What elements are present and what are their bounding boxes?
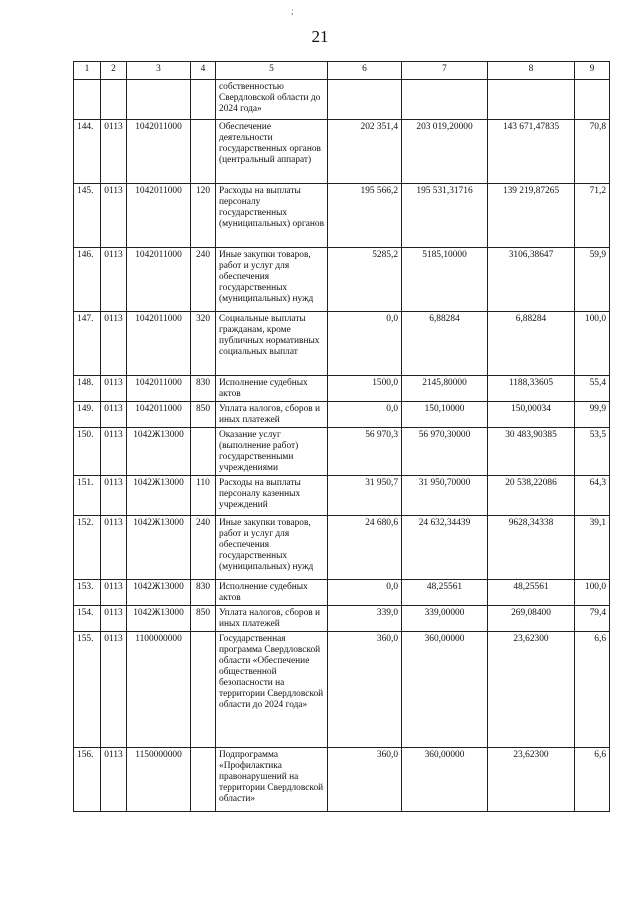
row-number: 146.: [74, 248, 101, 312]
expense-type-code: 830: [191, 580, 216, 606]
executed-amount: 23,62300: [488, 632, 575, 748]
row-number: 152.: [74, 516, 101, 580]
target-article-code: 1042Ж13000: [127, 476, 191, 516]
execution-percent: 55,4: [575, 376, 610, 402]
revised-amount: 360,00000: [402, 632, 488, 748]
row-number: 148.: [74, 376, 101, 402]
approved-amount: [328, 80, 402, 120]
execution-percent: [575, 80, 610, 120]
revised-amount: 5185,10000: [402, 248, 488, 312]
execution-percent: 64,3: [575, 476, 610, 516]
column-header: 1: [74, 62, 101, 80]
execution-percent: 53,5: [575, 428, 610, 476]
target-article-code: 1042Ж13000: [127, 428, 191, 476]
executed-amount: [488, 80, 575, 120]
expense-type-code: 850: [191, 606, 216, 632]
revised-amount: 339,00000: [402, 606, 488, 632]
target-article-code: 1042011000: [127, 376, 191, 402]
approved-amount: 0,0: [328, 312, 402, 376]
expense-name: Иные закупки товаров, работ и услуг для обеспечения государственных (муниципальных) нужд: [216, 248, 328, 312]
page-number: 21: [311, 27, 329, 46]
approved-amount: 0,0: [328, 580, 402, 606]
expense-name: Исполнение судебных актов: [216, 376, 328, 402]
expense-type-code: 240: [191, 516, 216, 580]
expense-name: Подпрограмма «Профилактика правонарушений на территории Свердловской области»: [216, 748, 328, 812]
scan-tick-mark: ;: [291, 6, 294, 16]
section-code: 0113: [101, 748, 127, 812]
executed-amount: 139 219,87265: [488, 184, 575, 248]
executed-amount: 9628,34338: [488, 516, 575, 580]
expense-name: Расходы на выплаты персоналу государственных (муниципальных) органов: [216, 184, 328, 248]
target-article-code: 1042011000: [127, 184, 191, 248]
revised-amount: [402, 80, 488, 120]
table-row: [74, 580, 610, 606]
row-number: 154.: [74, 606, 101, 632]
column-header: 9: [575, 62, 610, 80]
table-row: [74, 428, 610, 476]
execution-percent: 99,9: [575, 402, 610, 428]
approved-amount: 339,0: [328, 606, 402, 632]
row-number: 150.: [74, 428, 101, 476]
section-code: 0113: [101, 376, 127, 402]
revised-amount: 24 632,34439: [402, 516, 488, 580]
column-header: 5: [216, 62, 328, 80]
revised-amount: 31 950,70000: [402, 476, 488, 516]
executed-amount: 269,08400: [488, 606, 575, 632]
approved-amount: 360,0: [328, 632, 402, 748]
section-code: 0113: [101, 402, 127, 428]
target-article-code: 1042011000: [127, 402, 191, 428]
expense-name: Иные закупки товаров, работ и услуг для обеспечения государственных (муниципальных) нужд: [216, 516, 328, 580]
column-header: 2: [101, 62, 127, 80]
expense-type-code: [191, 748, 216, 812]
approved-amount: 31 950,7: [328, 476, 402, 516]
executed-amount: 150,00034: [488, 402, 575, 428]
executed-amount: 3106,38647: [488, 248, 575, 312]
row-number: 156.: [74, 748, 101, 812]
table-row: [74, 402, 610, 428]
row-number: 153.: [74, 580, 101, 606]
executed-amount: 1188,33605: [488, 376, 575, 402]
table-row: [74, 312, 610, 376]
expense-type-code: [191, 120, 216, 184]
approved-amount: 5285,2: [328, 248, 402, 312]
section-code: 0113: [101, 428, 127, 476]
row-number: [74, 80, 101, 120]
target-article-code: 1042Ж13000: [127, 516, 191, 580]
expense-type-code: [191, 428, 216, 476]
table-row: [74, 606, 610, 632]
section-code: 0113: [101, 312, 127, 376]
table-row: [74, 184, 610, 248]
expense-type-code: 320: [191, 312, 216, 376]
approved-amount: 360,0: [328, 748, 402, 812]
table-row: [74, 476, 610, 516]
budget-table: [73, 61, 610, 812]
executed-amount: 48,25561: [488, 580, 575, 606]
execution-percent: 71,2: [575, 184, 610, 248]
table-row: [74, 748, 610, 812]
target-article-code: 1042Ж13000: [127, 580, 191, 606]
revised-amount: 2145,80000: [402, 376, 488, 402]
approved-amount: 0,0: [328, 402, 402, 428]
table-header-row: [74, 62, 610, 80]
executed-amount: 143 671,47835: [488, 120, 575, 184]
revised-amount: 48,25561: [402, 580, 488, 606]
execution-percent: 6,6: [575, 632, 610, 748]
executed-amount: 30 483,90385: [488, 428, 575, 476]
approved-amount: 195 566,2: [328, 184, 402, 248]
expense-name: Оказание услуг (выполнение работ) государственными учреждениями: [216, 428, 328, 476]
revised-amount: 56 970,30000: [402, 428, 488, 476]
section-code: 0113: [101, 184, 127, 248]
section-code: [101, 80, 127, 120]
expense-name: Уплата налогов, сборов и иных платежей: [216, 606, 328, 632]
executed-amount: 6,88284: [488, 312, 575, 376]
expense-type-code: 240: [191, 248, 216, 312]
expense-name: Государственная программа Свердловской области «Обеспечение общественной безопасности на территории Свердловской области до 2024 года»: [216, 632, 328, 748]
section-code: 0113: [101, 120, 127, 184]
expense-type-code: 850: [191, 402, 216, 428]
section-code: 0113: [101, 632, 127, 748]
expense-type-code: [191, 632, 216, 748]
revised-amount: 195 531,31716: [402, 184, 488, 248]
row-number: 149.: [74, 402, 101, 428]
section-code: 0113: [101, 248, 127, 312]
expense-name: Расходы на выплаты персоналу казенных учреждений: [216, 476, 328, 516]
row-number: 144.: [74, 120, 101, 184]
target-article-code: 1042011000: [127, 312, 191, 376]
expense-name: Обеспечение деятельности государственных органов (центральный аппарат): [216, 120, 328, 184]
section-code: 0113: [101, 476, 127, 516]
execution-percent: 59,9: [575, 248, 610, 312]
table-row: [74, 248, 610, 312]
target-article-code: 1100000000: [127, 632, 191, 748]
approved-amount: 56 970,3: [328, 428, 402, 476]
revised-amount: 6,88284: [402, 312, 488, 376]
target-article-code: 1150000000: [127, 748, 191, 812]
row-number: 155.: [74, 632, 101, 748]
table-row: [74, 516, 610, 580]
table-row: [74, 80, 610, 120]
revised-amount: 150,10000: [402, 402, 488, 428]
section-code: 0113: [101, 516, 127, 580]
expense-name: Социальные выплаты гражданам, кроме публичных нормативных социальных выплат: [216, 312, 328, 376]
execution-percent: 79,4: [575, 606, 610, 632]
execution-percent: 70,8: [575, 120, 610, 184]
target-article-code: 1042Ж13000: [127, 606, 191, 632]
column-header: 6: [328, 62, 402, 80]
revised-amount: 360,00000: [402, 748, 488, 812]
execution-percent: 6,6: [575, 748, 610, 812]
expense-type-code: [191, 80, 216, 120]
table-row: [74, 376, 610, 402]
column-header: 3: [127, 62, 191, 80]
expense-name: собственностью Свердловской области до 2024 года»: [216, 80, 328, 120]
column-header: 7: [402, 62, 488, 80]
execution-percent: 100,0: [575, 580, 610, 606]
column-header: 4: [191, 62, 216, 80]
row-number: 151.: [74, 476, 101, 516]
row-number: 145.: [74, 184, 101, 248]
row-number: 147.: [74, 312, 101, 376]
expense-type-code: 110: [191, 476, 216, 516]
approved-amount: 1500,0: [328, 376, 402, 402]
expense-name: Исполнение судебных актов: [216, 580, 328, 606]
expense-type-code: 830: [191, 376, 216, 402]
approved-amount: 202 351,4: [328, 120, 402, 184]
target-article-code: [127, 80, 191, 120]
column-header: 8: [488, 62, 575, 80]
target-article-code: 1042011000: [127, 120, 191, 184]
table-body: [74, 80, 610, 812]
section-code: 0113: [101, 606, 127, 632]
executed-amount: 20 538,22086: [488, 476, 575, 516]
execution-percent: 100,0: [575, 312, 610, 376]
target-article-code: 1042011000: [127, 248, 191, 312]
expense-name: Уплата налогов, сборов и иных платежей: [216, 402, 328, 428]
table-row: [74, 632, 610, 748]
revised-amount: 203 019,20000: [402, 120, 488, 184]
execution-percent: 39,1: [575, 516, 610, 580]
section-code: 0113: [101, 580, 127, 606]
executed-amount: 23,62300: [488, 748, 575, 812]
table-row: [74, 120, 610, 184]
approved-amount: 24 680,6: [328, 516, 402, 580]
expense-type-code: 120: [191, 184, 216, 248]
